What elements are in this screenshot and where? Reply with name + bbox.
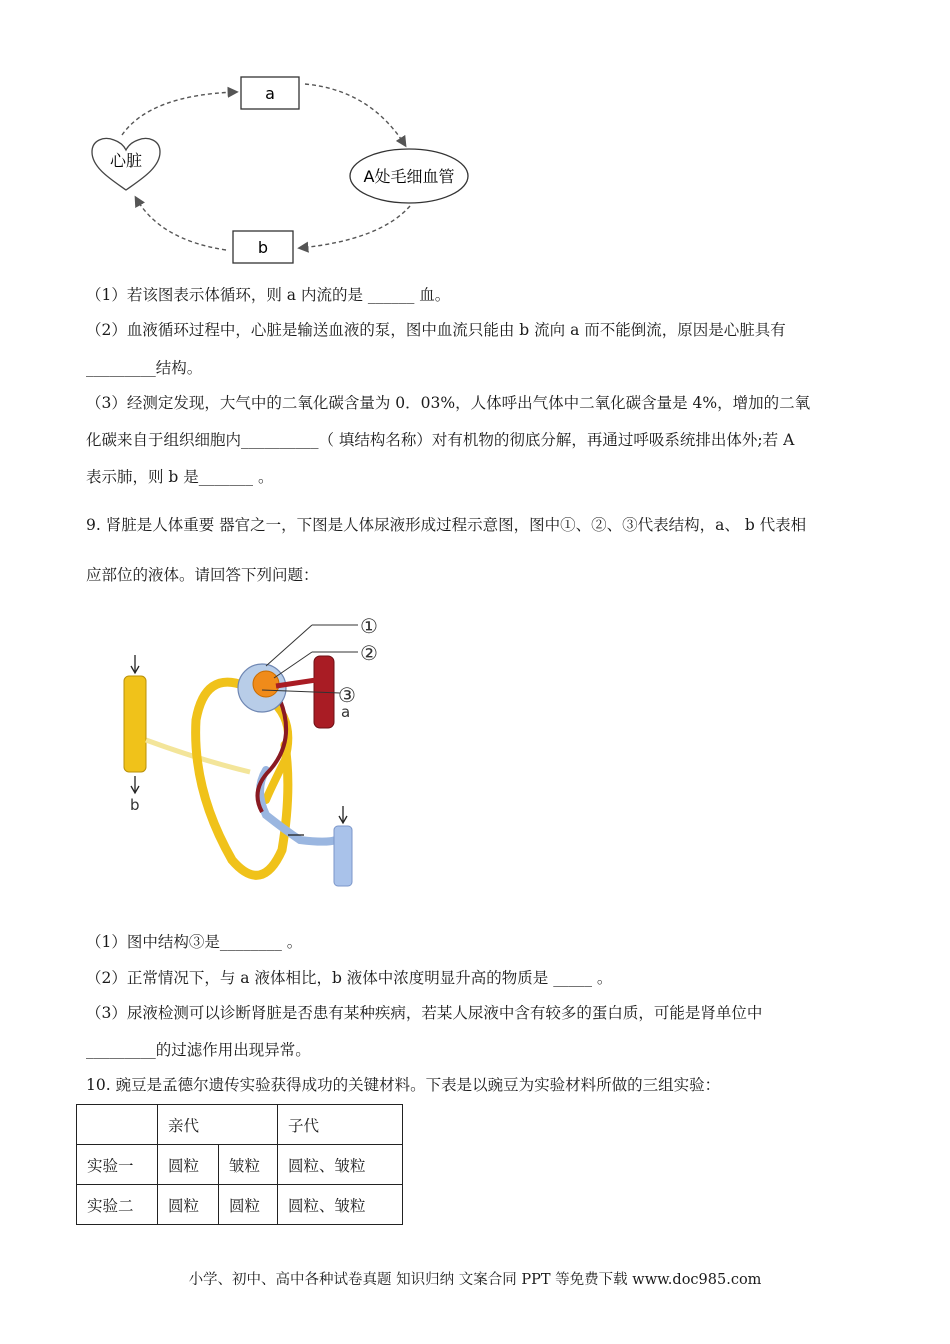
q8-part3-line3: 表示肺，则 b 是_______ 。 [86,468,274,486]
table-row [77,1185,403,1225]
q8-part1: （1）若该图表示体循环，则 a 内流的是 ______ 血。 [86,286,451,304]
table-cell: 圆粒 [219,1185,278,1225]
label-circle-2: ② [360,641,378,665]
label-circle-1: ① [360,614,378,638]
label-a: a [341,703,351,721]
q10-stem: 10. 豌豆是孟德尔遗传实验获得成功的关键材料。下表是以豌豆为实验材料所做的三组实验： [86,1076,721,1094]
table-header-row [77,1105,403,1145]
q9-part3-line2: _________的过滤作用出现异常。 [86,1041,311,1059]
heart-label: 心脏 [109,151,143,170]
glomerulus [253,671,279,697]
table-cell: 圆粒、皱粒 [278,1185,403,1225]
table-cell: 圆粒 [158,1145,219,1185]
q8-part2-line2: _________结构。 [86,359,203,377]
label-circle-3: ③ [338,683,356,707]
table-header-cell: 子代 [278,1105,403,1145]
table-cell: 皱粒 [219,1145,278,1185]
box-b-label: b [257,238,269,257]
table-header-cell [77,1105,158,1145]
label-b: b [130,796,140,814]
table-cell: 实验一 [77,1145,158,1185]
q8-part3-line2: 化碳来自于组织细胞内__________（ 填结构名称）对有机物的彻底分解，再通过呼吸系统排出体外;若 A [86,431,795,449]
q9-part3-line1: （3）尿液检测可以诊断肾脏是否患有某种疾病，若某人尿液中含有较多的蛋白质，可能是肾单位中 [86,1004,763,1022]
collecting-duct [124,676,146,772]
renal-vein [334,826,352,886]
q8-part2-line1: （2）血液循环过程中，心脏是输送血液的泵，图中血流只能由 b 流向 a 而不能倒流，原因是心脏具有 [86,321,786,339]
page-footer: 小学、初中、高中各种试卷真题 知识归纳 文案合同 PPT 等免费下载 www.doc985.com [188,1272,762,1288]
q9-stem-line2: 应部位的液体。请回答下列问题： [86,566,319,584]
table-row [77,1145,403,1185]
q9-part2: （2）正常情况下，与 a 液体相比，b 液体中浓度明显升高的物质是 _____ 。 [86,969,613,987]
q9-stem-line1: 9. 肾脏是人体重要 器官之一，下图是人体尿液形成过程示意图，图中①、②、③代表结构，a、 b 代表相 [86,516,807,534]
box-a-label: a [265,84,275,103]
capillary-label: A处毛细血管 [363,167,455,186]
experiment-table [76,1104,403,1225]
table-cell: 圆粒、皱粒 [278,1145,403,1185]
table-header-cell: 亲代 [158,1105,278,1145]
q9-part1: （1）图中结构③是________ 。 [86,933,303,951]
table-cell: 实验二 [77,1185,158,1225]
q8-part3-line1: （3）经测定发现，大气中的二氧化碳含量为 0．03%，人体呼出气体中二氧化碳含量是 4%，增加的二氧 [86,394,811,412]
table-cell: 圆粒 [158,1185,219,1225]
